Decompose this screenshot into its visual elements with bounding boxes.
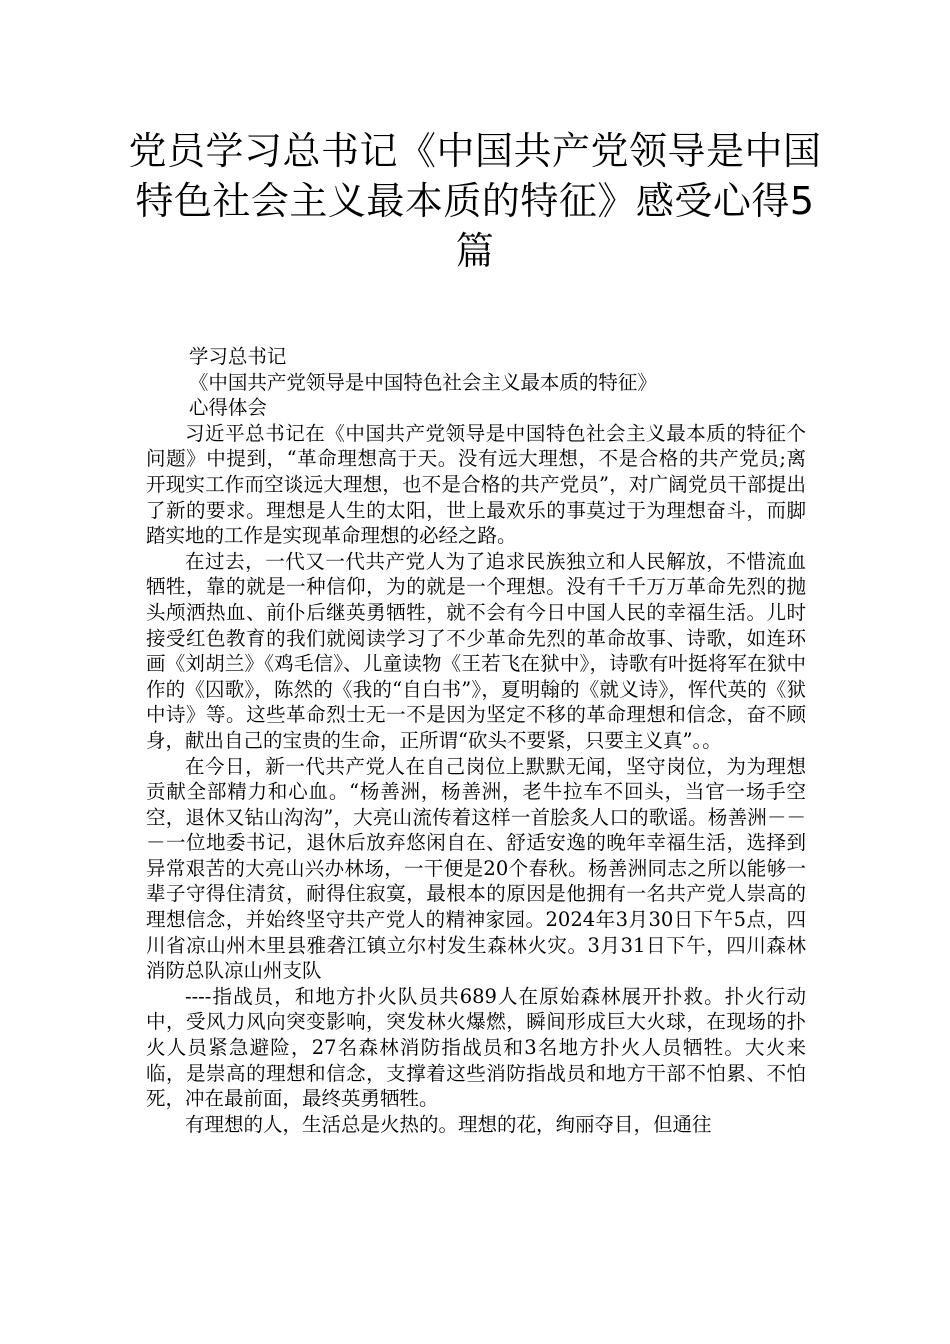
- document-body: [146, 344, 806, 1137]
- paragraph: 在过去，一代又一代共产党人为了追求民族独立和人民解放，不惜流血牺牲，靠的就是一种信仰，为的就是一个理想。没有千千万万革命先烈的抛头颅洒热血、前仆后继英勇牺牲，就不会有今日中国人民的幸福生活。儿时接受红色教育的我们就阅读学习了不少革命先烈的革命故事、诗歌，如连环画《刘胡兰》《鸡毛信》、儿童读物《王若飞在狱中》，诗歌有叶挺将军在狱中作的《囚歌》，陈然的《我的“自白书”》，夏明翰的《就义诗》，恽代英的《狱中诗》等。这些革命烈士无一不是因为坚定不移的革命理想和信念，奋不顾身，献出自己的宝贵的生命，正所谓“砍头不要紧，只要主义真”。。: [146, 549, 806, 752]
- paragraph: 有理想的人，生活总是火热的。理想的花，绚丽夺目，但通往: [185, 1112, 712, 1136]
- paragraph: ----指战员，和地方扑火队员共689人在原始森林展开扑救。扑火行动中，受风力风向突变影响，突发林火爆燃，瞬间形成巨大火球，在现场的扑火人员紧急避险，27名森林消防指战员和3名地方扑火人员牺牲。大火来临，是崇高的理想和信念，支撑着这些消防指战员和地方干部不怕累、不怕死，冲在最前面，最终英勇牺牲。: [146, 984, 806, 1111]
- document-title: 党员学习总书记《中国共产党领导是中国特色社会主义最本质的特征》感受心得5篇: [128, 129, 822, 273]
- subtitle-line: 学习总书记: [188, 345, 287, 368]
- subtitle-line: 心得体会: [188, 396, 267, 420]
- paragraph: 习近平总书记在《中国共产党领导是中国特色社会主义最本质的特征个问题》中提到，“革命理想高于天。没有远大理想，不是合格的共产党员;离开现实工作而空谈远大理想，也不是合格的共产党员”，对广阔党员干部提出了新的要求。理想是人生的太阳，世上最欢乐的事莫过于为理想奋斗，而脚踏实地的工作是实现革命理想的必经之路。: [146, 421, 806, 548]
- paragraph: 在今日，新一代共产党人在自己岗位上默默无闻，坚守岗位，为为理想贡献全部精力和心血。“杨善洲，杨善洲，老牛拉车不回头，当官一场手空空，退休又钻山沟沟”，大亮山流传着这样一首脍炙人口的歌谣。杨善洲－－－一位地委书记，退休后放弃悠闲自在、舒适安逸的晚年幸福生活，选择到异常艰苦的大亮山兴办林场，一干便是20个春秋。杨善洲同志之所以能够一辈子守得住清贫，耐得住寂寞，最根本的原因是他拥有一名共产党人崇高的理想信念，并始终坚守共产党人的精神家园。2024年3月30日下午5点，四川省凉山州木里县雅砻江镇立尔村发生森林火灾。3月31日下午，四川森林消防总队凉山州支队: [146, 754, 806, 983]
- subtitle-line: 《中国共产党领导是中国特色社会主义最本质的特征》: [188, 370, 657, 394]
